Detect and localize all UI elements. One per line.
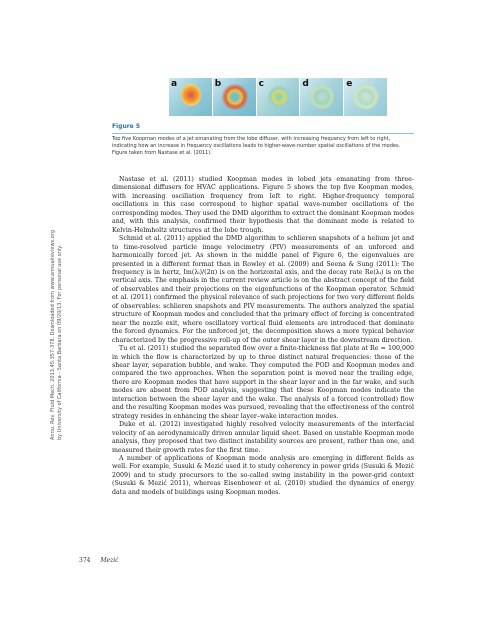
mode-shape bbox=[267, 86, 291, 108]
paragraph-1: Nastase et al. (2011) studied Koopman modes in lobed jets emanating from three-dimensional diffusers for HVAC applications. Figure 5 shows the top five Koopman modes, with increasing oscillation frequency from left to right. Higher-frequency temporal oscillations in this case correspond to higher spatial wave-number oscillations of the corresponding modes. They used the DMD algorithm to extract the dominant Koopman modes and, with this analysis, confirmed their hypothesis that the dominant mode is related to Kelvin-Helmholtz structures at the lobe trough. bbox=[112, 176, 414, 234]
paragraph-5: A number of applications of Koopman mode analysis are emerging in different fields as well. For example, Susuki & Mezić used it to study coherency in power grids (Susuki & Mezić 2009) and to study precursors to the so-called swing instability in the power-grid context (Susuki & Mezić 2011), whereas Eisenhower et al. (2010) studied the dynamics of energy data and models of buildings using Koopman modes. bbox=[112, 454, 414, 496]
mode-shape bbox=[181, 84, 201, 106]
panel-label: c bbox=[258, 79, 264, 89]
download-notice-line-1: Annu. Rev. Fluid Mech. 2013.45:357-378. Downloaded from www.annualreviews.org bbox=[50, 230, 56, 440]
figure-panel-a bbox=[169, 78, 212, 116]
paragraph-2: Schmid et al. (2011) applied the DMD algorithm to schlieren snapshots of a helium jet and to time-resolved particle image velocimetry (PIV) measurements of an unforced and harmonically forced jet. As shown in the middle panel of Figure 6, the eigenvalues are presented in a different format than in Rowley et al. (2009) and Seena & Sung (2011): The frequency is in hertz, Im(λᵢ)/(2π) is on the horizontal axis, and the decay rate Re(λᵢ) is on the vertical axis. The emphasis in the current review article is on the abstract concept of the field of observables and their projections on the eigenfunctions of the Koopman operator. Schmid et al. (2011) confirmed the physical relevance of such projections for two very different fields of observables: schlieren snapshots and PIV measurements. The authors analyzed the spatial structure of Koopman modes and concluded that the primary effect of forcing is concentrated near the nozzle exit, where oscillatory vortical fluid elements are introduced that dominate the forced dynamics. For the unforced jet, the decomposition shows a more typical behavior characterized by the progressive roll-up of the outer shear layer in the downstream direction. bbox=[112, 235, 414, 344]
download-notice bbox=[50, 200, 63, 440]
figure-title: Figure 5 bbox=[112, 123, 141, 130]
panel-label: b bbox=[214, 79, 222, 89]
body-text bbox=[112, 176, 414, 497]
figure-panel-e bbox=[344, 78, 387, 116]
paragraph-4: Duke et al. (2012) investigated highly resolved velocity measurements of the interfacial velocity of an aerodynamically driven annular liquid sheet. Based on unstable Koopman mode analysis, they proposed that two distinct instability sources are present, rather than one, and measured their growth rates for the first time. bbox=[112, 421, 414, 454]
panel-label: e bbox=[346, 79, 353, 89]
page-number: 374 bbox=[79, 557, 91, 564]
figure-caption: Top five Koopman modes of a jet emanating from the lobe diffuser, with increasing frequency from left to right, indicating how an increase in frequency oscillations leads to higher-wave-number spatial oscillations of the modes. Figure taken from Nastase et al. (2011). bbox=[112, 136, 401, 157]
figure-panel-b bbox=[213, 78, 256, 116]
mode-shape bbox=[353, 84, 379, 110]
figure-panel-d bbox=[300, 78, 343, 116]
paragraph-3: Tu et al. (2011) studied the separated flow over a finite-thickness flat plate at Re = 100,000 in which the flow is characterized by up to three distinct natural frequencies: those of the shear layer, separation bubble, and wake. They computed the POD and Koopman modes and compared the two approaches. When the separation point is moved near the trailing edge, there are Koopman modes that have support in the shear layer and in the far wake, and such modes are absent from POD analysis, suggesting that these Koopman modes indicate the interaction between the shear layer and the wake. The analysis of a forced (controlled) flow and the resulting Koopman modes was pursued, revealing that the effectiveness of the control strategy resides in enhancing the shear layer–wake interaction modes. bbox=[112, 345, 414, 420]
mode-shape bbox=[221, 84, 249, 110]
caption-divider bbox=[112, 133, 414, 134]
panel-label: a bbox=[171, 79, 178, 89]
panel-label: d bbox=[302, 79, 309, 89]
download-notice-line-2: by University of California - Santa Barbara on 09/20/13. For personal use only. bbox=[56, 244, 63, 440]
figure-panel-c bbox=[257, 78, 300, 116]
page-footer bbox=[79, 557, 119, 564]
running-author: Mezić bbox=[100, 557, 119, 564]
mode-shape bbox=[310, 84, 334, 110]
figure-5-image bbox=[169, 78, 387, 116]
